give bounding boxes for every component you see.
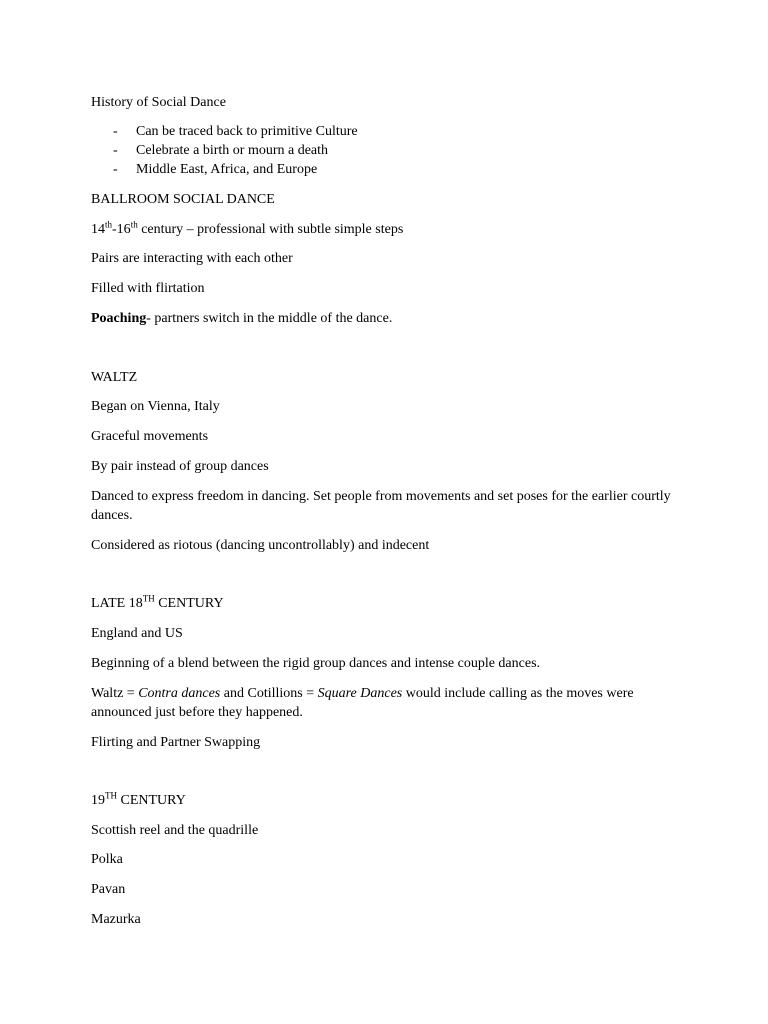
bullet-text: Celebrate a birth or mourn a death — [136, 143, 329, 158]
late18-england: England and US — [91, 626, 183, 641]
century-description: century – professional with subtle simple steps — [137, 222, 404, 237]
document-title: History of Social Dance — [91, 95, 226, 110]
waltz-heading: WALTZ — [91, 370, 138, 385]
century-end-suffix: th — [130, 219, 138, 230]
c19-item: Scottish reel and the quadrille — [91, 823, 259, 838]
pairs-line: Pairs are interacting with each other — [91, 251, 293, 266]
poaching-line — [91, 310, 392, 328]
ballroom-century-line — [91, 221, 403, 239]
waltz-equals: Waltz = — [91, 686, 139, 701]
bullet-text: Middle East, Africa, and Europe — [136, 162, 318, 177]
century-start-suffix: th — [105, 219, 113, 230]
late18-beginning: Beginning of a blend between the rigid group dances and intense couple dances. — [91, 656, 541, 671]
c19-item: Polka — [91, 852, 123, 867]
late18-heading — [91, 595, 224, 613]
calling-text: would include calling as the moves were announced just before they happened. — [91, 686, 634, 720]
bullet-dash: - — [113, 124, 118, 139]
contra-dances: Contra dances — [138, 686, 221, 701]
c19-heading-century: CENTURY — [117, 793, 186, 808]
century-end: -16 — [112, 222, 131, 237]
cotillions-equals: and Cotillions = — [220, 686, 318, 701]
bullet-dash: - — [113, 162, 118, 177]
bullet-text: Can be traced back to primitive Culture — [136, 124, 358, 139]
ballroom-heading: BALLROOM SOCIAL DANCE — [91, 192, 275, 207]
waltz-graceful: Graceful movements — [91, 429, 209, 444]
waltz-danced-paragraph: Danced to express freedom in dancing. Set people from movements and set poses for the earlier courtly dances. — [91, 489, 671, 523]
flirtation-line: Filled with flirtation — [91, 281, 205, 296]
waltz-began: Began on Vienna, Italy — [91, 399, 220, 414]
c19-heading-suffix: TH — [105, 790, 117, 801]
late18-heading-century: CENTURY — [154, 596, 224, 611]
late18-waltz-paragraph — [91, 684, 691, 722]
late18-heading-suffix: TH — [142, 593, 155, 604]
c19-item: Mazurka — [91, 912, 141, 927]
waltz-considered: Considered as riotous (dancing uncontrollably) and indecent — [91, 538, 430, 553]
late18-heading-text: LATE 18 — [91, 596, 143, 611]
c19-heading — [91, 792, 186, 810]
c19-item: Pavan — [91, 882, 126, 897]
late18-flirting: Flirting and Partner Swapping — [91, 735, 261, 750]
waltz-by-pair: By pair instead of group dances — [91, 459, 269, 474]
poaching-definition: - partners switch in the middle of the dance. — [146, 311, 393, 326]
square-dances: Square Dances — [317, 686, 403, 701]
c19-heading-text: 19 — [91, 793, 105, 808]
poaching-term: Poaching — [91, 311, 147, 326]
century-start: 14 — [91, 222, 105, 237]
bullet-dash: - — [113, 143, 118, 158]
